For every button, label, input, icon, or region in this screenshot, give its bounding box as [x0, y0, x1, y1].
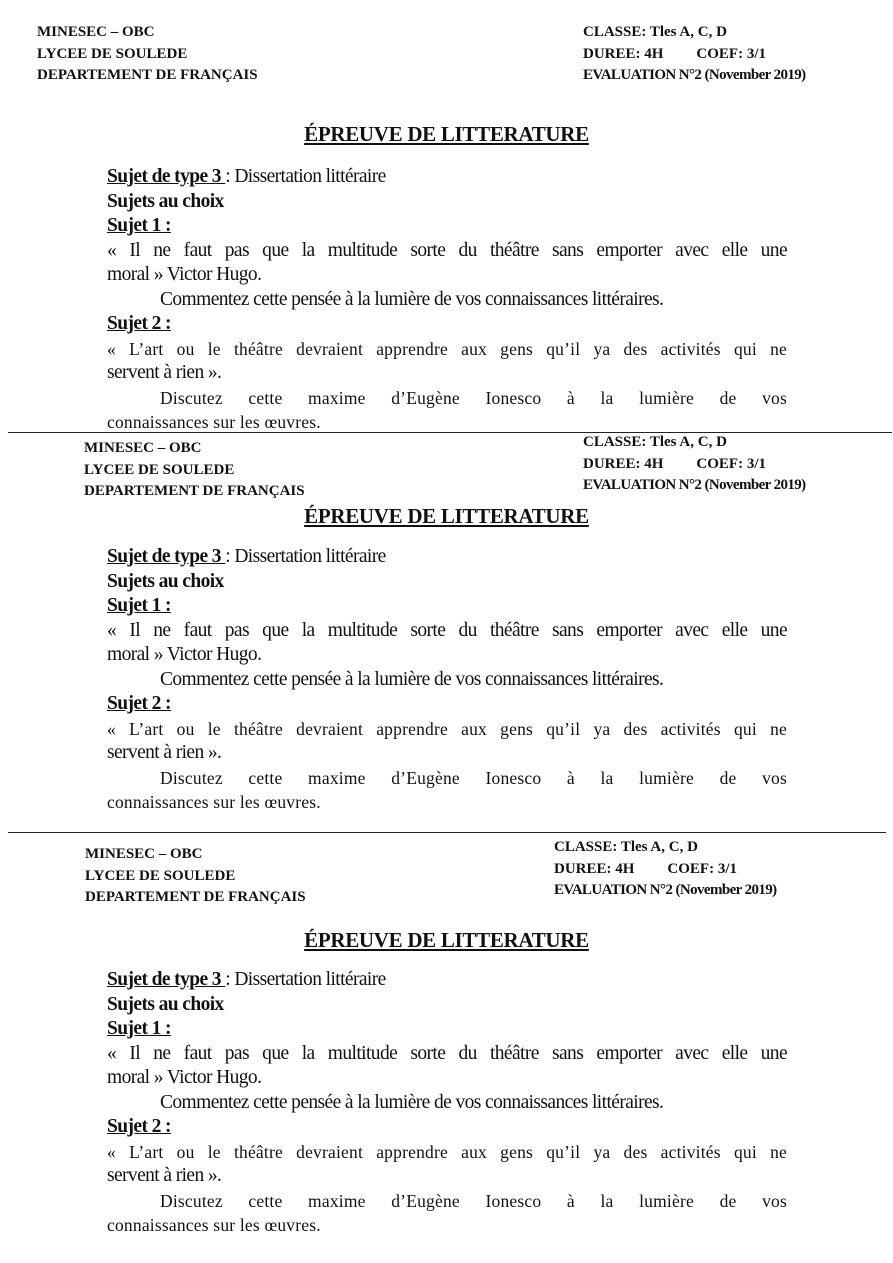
coef-info: COEF: 3/1 — [696, 45, 767, 62]
ministry-line: MINESEC – OBC — [84, 440, 202, 456]
subject-2-label: Sujet 2 : — [107, 313, 171, 334]
subject-type-text: : Dissertation littéraire — [225, 166, 386, 187]
subject-2-quote-line-2: servent à rien ». — [107, 742, 222, 763]
class-info: CLASSE: Tles A, C, D — [583, 434, 727, 450]
duration-coef-line — [583, 44, 806, 66]
subject-1-quote-line-2: moral » Victor Hugo. — [107, 1067, 262, 1088]
subjects-choice-heading: Sujets au choix — [107, 190, 224, 212]
duration-coef-line — [554, 859, 777, 881]
subjects-choice-heading: Sujets au choix — [107, 570, 224, 592]
exam-copy-3 — [0, 832, 893, 1263]
subject-type-line — [107, 545, 787, 570]
subject-1-quote-line-2: moral » Victor Hugo. — [107, 264, 262, 285]
subject-2-label: Sujet 2 : — [107, 693, 171, 714]
department-name: DEPARTEMENT DE FRANÇAIS — [37, 67, 258, 83]
subject-type-line — [107, 968, 787, 993]
exam-info-header — [554, 837, 777, 902]
subject-2-instruction-line-2: connaissances sur les œuvres. — [107, 792, 321, 812]
subject-1-label: Sujet 1 : — [107, 215, 171, 236]
subjects-choice-heading: Sujets au choix — [107, 993, 224, 1015]
subject-2-quote-line-1: « L’art ou le théâtre devraient apprendre aux gens qu’il ya des activités qui ne — [107, 338, 787, 359]
school-name: LYCEE DE SOULEDE — [85, 867, 236, 884]
subject-1-quote-line-2: moral » Victor Hugo. — [107, 644, 262, 665]
exam-body — [107, 968, 787, 1238]
ministry-line: MINESEC – OBC — [37, 24, 155, 40]
subject-2-quote-line-1: « L’art ou le théâtre devraient apprendre aux gens qu’il ya des activités qui ne — [107, 1141, 787, 1162]
subject-1-quote-line-1: « Il ne faut pas que la multitude sorte du théâtre sans emporter avec elle une — [107, 619, 787, 641]
subject-type-label: Sujet de type 3 — [107, 969, 226, 990]
department-name: DEPARTEMENT DE FRANÇAIS — [84, 483, 305, 499]
exam-title: ÉPREUVE DE LITTERATURE — [304, 928, 589, 952]
subject-1-instruction: Commentez cette pensée à la lumière de vos connaissances littéraires. — [160, 668, 664, 690]
school-name: LYCEE DE SOULEDE — [84, 461, 235, 478]
subject-2-quote-line-1: « L’art ou le théâtre devraient apprendre aux gens qu’il ya des activités qui ne — [107, 718, 787, 739]
coef-info: COEF: 3/1 — [667, 860, 738, 877]
subject-2-instruction-line-1: Discutez cette maxime d’Eugène Ionesco à la lumière de vos — [160, 767, 787, 788]
subject-1-instruction: Commentez cette pensée à la lumière de vos connaissances littéraires. — [160, 1091, 664, 1113]
subject-1-label: Sujet 1 : — [107, 595, 171, 616]
class-info: CLASSE: Tles A, C, D — [583, 24, 727, 40]
subject-type-text: : Dissertation littéraire — [225, 546, 386, 567]
evaluation-info: EVALUATION N°2 (November 2019) — [583, 477, 806, 493]
exam-info-header — [583, 432, 806, 497]
duration-info: DUREE: 4H — [554, 860, 635, 877]
duration-coef-line — [583, 454, 806, 476]
subject-2-instruction-line-2: connaissances sur les œuvres. — [107, 1215, 321, 1235]
subject-2-instruction-line-2: connaissances sur les œuvres. — [107, 412, 321, 432]
evaluation-info: EVALUATION N°2 (November 2019) — [583, 67, 806, 83]
subject-1-instruction: Commentez cette pensée à la lumière de vos connaissances littéraires. — [160, 288, 664, 310]
exam-info-header — [583, 22, 806, 87]
subject-type-line — [107, 165, 787, 190]
subject-1-label: Sujet 1 : — [107, 1018, 171, 1039]
duration-info: DUREE: 4H — [583, 455, 664, 472]
exam-title: ÉPREUVE DE LITTERATURE — [304, 122, 589, 146]
subject-1-quote-line-1: « Il ne faut pas que la multitude sorte du théâtre sans emporter avec elle une — [107, 1042, 787, 1064]
duration-info: DUREE: 4H — [583, 45, 664, 62]
subject-2-quote-line-2: servent à rien ». — [107, 362, 222, 383]
class-info: CLASSE: Tles A, C, D — [554, 839, 698, 855]
exam-body — [107, 165, 787, 435]
department-name: DEPARTEMENT DE FRANÇAIS — [85, 889, 306, 905]
subject-2-instruction-line-1: Discutez cette maxime d’Eugène Ionesco à la lumière de vos — [160, 1190, 787, 1211]
subject-2-quote-line-2: servent à rien ». — [107, 1165, 222, 1186]
subject-type-text: : Dissertation littéraire — [225, 969, 386, 990]
ministry-line: MINESEC – OBC — [85, 846, 203, 862]
exam-copy-1 — [0, 0, 893, 432]
evaluation-info: EVALUATION N°2 (November 2019) — [554, 882, 777, 898]
school-header — [37, 22, 258, 87]
exam-title: ÉPREUVE DE LITTERATURE — [304, 504, 589, 528]
school-name: LYCEE DE SOULEDE — [37, 45, 188, 62]
school-header — [85, 844, 306, 909]
subject-1-quote-line-1: « Il ne faut pas que la multitude sorte du théâtre sans emporter avec elle une — [107, 239, 787, 261]
school-header — [84, 438, 305, 503]
coef-info: COEF: 3/1 — [696, 455, 767, 472]
subject-type-label: Sujet de type 3 — [107, 546, 226, 567]
subject-type-label: Sujet de type 3 — [107, 166, 226, 187]
subject-2-label: Sujet 2 : — [107, 1116, 171, 1137]
exam-copy-2 — [0, 432, 893, 832]
exam-body — [107, 545, 787, 815]
subject-2-instruction-line-1: Discutez cette maxime d’Eugène Ionesco à la lumière de vos — [160, 387, 787, 408]
